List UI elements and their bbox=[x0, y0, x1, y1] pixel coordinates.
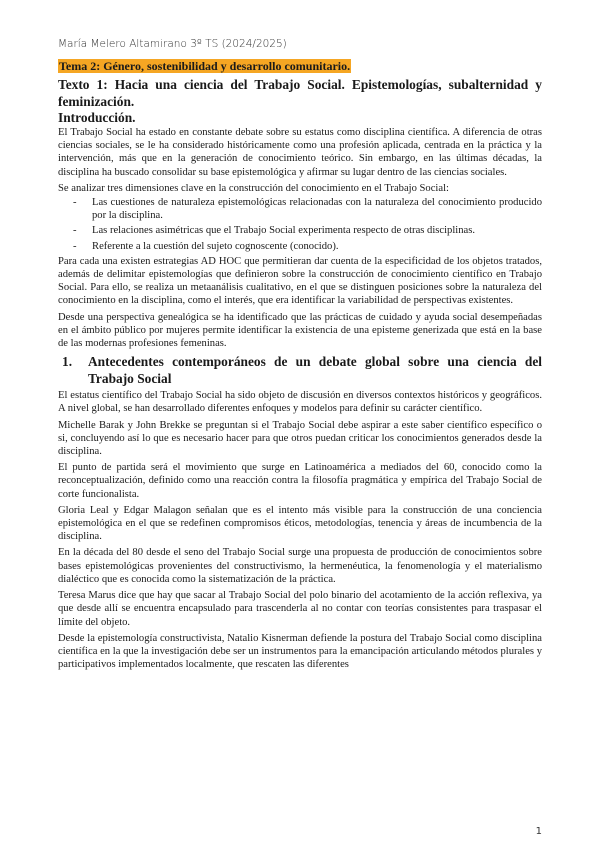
intro-paragraph-4: Desde una perspectiva genealógica se ha identificado que las prácticas de cuidado y ayuda social desempeñadas en el ámbito público por mujeres permite identificar la existencia de una episteme generizada que está en la base de las modernas profesiones femeninas. bbox=[58, 311, 542, 350]
section-title-text: Antecedentes contemporáneos de un debate global sobre una ciencia del Trabajo Social bbox=[88, 354, 542, 386]
list-item: - Las cuestiones de naturaleza epistemológicas relacionadas con la naturaleza del conocimiento producido por la disciplina. bbox=[73, 197, 542, 222]
section-paragraph: Michelle Barak y John Brekke se preguntan si el Trabajo Social debe aspirar a este saber científico específico o si, concluyendo así lo que es necesario hacer para que otros puedan criticar los conocimientos generados desde la disciplina. bbox=[58, 419, 542, 458]
section-paragraph: Teresa Marus dice que hay que sacar al Trabajo Social del polo binario del acotamiento de la acción reflexiva, ya que desde allí se encuentra encapsulado para trascenderla al no contar con teorías consistentes para traspasar el límite del objeto. bbox=[58, 590, 542, 628]
author-header: María Melero Altamirano 3º TS (2024/2025) bbox=[58, 38, 287, 50]
section-paragraph: El punto de partida será el movimiento que surge en Latinoamérica a mediados del 60, conocido como la reconceptualización, definido como una reacción contra la filosofía pragmática y empírica del Trabajo Social de corte funcionalista. bbox=[58, 462, 542, 500]
intro-paragraph-2: Se analizar tres dimensiones clave en la construcción del conocimiento en el Trabajo Social: bbox=[58, 182, 449, 194]
tema-heading: Tema 2: Género, sostenibilidad y desarrollo comunitario. bbox=[59, 59, 351, 73]
texto-title: Texto 1: Hacia una ciencia del Trabajo Social. Epistemologías, subalternidad y feminización. bbox=[58, 77, 542, 109]
section-paragraph: En la década del 80 desde el seno del Trabajo Social surge una propuesta de producción de conocimientos sobre bases epistemológicas provenientes del constructivismo, la hermenéutica, la fenomenología y el materialismo dialéctico que es conocida como la sistematización de la práctica. bbox=[58, 547, 542, 585]
tema-heading-wrap bbox=[58, 57, 542, 75]
dash-bullet: - bbox=[73, 197, 77, 209]
dash-bullet: - bbox=[73, 225, 77, 237]
section-paragraph: El estatus científico del Trabajo Social ha sido objeto de discusión en diversos contextos históricos y geográficos. A nivel global, se han desarrollado diferentes enfoques y modelos para definir su carácter científico. bbox=[58, 390, 542, 415]
intro-paragraph-3: Para cada una existen estrategias AD HOC que permitieran dar cuenta de la especificidad de los objetos tratados, además de delimitar epistemologías que definieron sobre la construcción de conocimiento científico en Trabajo Social. Para ello, se realiza un metaanálisis cualitativo, en el que se distinguen posiciones sobre la naturaleza del conocimiento en la disciplina, como el interés, que era identificar la variabilidad de perspectivas existentes. bbox=[58, 255, 542, 307]
dash-bullet: - bbox=[73, 240, 77, 252]
section-1-heading bbox=[58, 354, 542, 387]
intro-title: Introducción. bbox=[58, 110, 136, 125]
list-item: - Referente a la cuestión del sujeto cognoscente (conocido). bbox=[73, 240, 339, 252]
intro-paragraph-1: El Trabajo Social ha estado en constante debate sobre su estatus como disciplina científica. A diferencia de otras ciencias sociales, se le ha considerado históricamente como una profesión aplicada, centrada en la práctica y la intervención, más que en la generación de conocimiento teórico. Sin embargo, en las últimas décadas, la disciplina ha buscado consolidar su base epistemológica y afirmar su lugar dentro de las ciencias sociales. bbox=[58, 127, 542, 178]
list-item: - Las relaciones asimétricas que el Trabajo Social experimenta respecto de otras disciplinas. bbox=[73, 225, 476, 237]
page-number: 1 bbox=[535, 826, 542, 837]
document-body bbox=[58, 57, 542, 674]
section-paragraph: Gloria Leal y Edgar Malagon señalan que es el intento más visible para la construcción de una conciencia epistemológica en el que se redefinen compromisos éticos, metodologías, tenencia y áreas de incumbencia de la disciplina. bbox=[58, 504, 542, 543]
dimensions-list bbox=[58, 196, 542, 253]
section-paragraph: Desde la epistemología constructivista, Natalio Kisnerman defiende la postura del Trabajo Social como disciplina científica en la que la investigación debe ser un instrumentos para la emancipación articulando métodos plurales y participativos implementados localmente, que rescaten las diferentes bbox=[58, 632, 542, 671]
section-number: 1. bbox=[62, 354, 73, 370]
